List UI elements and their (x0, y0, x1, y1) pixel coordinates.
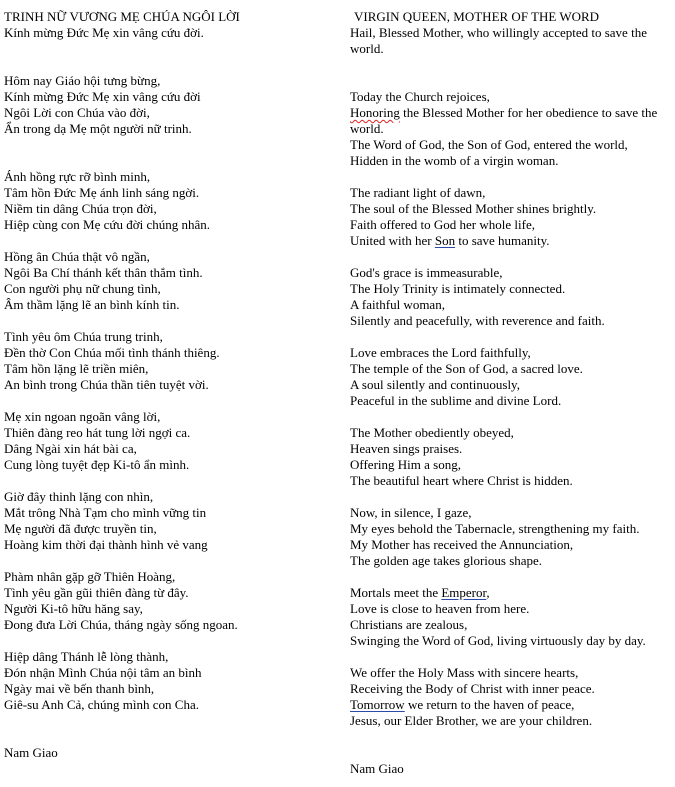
verse-line: Receiving the Body of Christ with inner peace. (350, 681, 595, 696)
verse-line (350, 585, 670, 601)
stanza-4 (4, 329, 334, 393)
verse-line: A faithful woman, (350, 297, 445, 312)
verse-line: Tình yêu gần gũi thiên đàng từ đây. (4, 585, 189, 600)
verse-line: Now, in silence, I gaze, (350, 505, 472, 520)
verse-line: Âm thầm lặng lẽ an bình kính tin. (4, 297, 180, 312)
stanza-6 (4, 489, 334, 553)
verse-line: Niềm tin dâng Chúa trọn đời, (4, 201, 157, 216)
stanza-7 (350, 585, 670, 649)
verse-line: Giê-su Anh Cả, chúng mình con Cha. (4, 697, 199, 712)
verse-line: Ngày mai về bến thanh bình, (4, 681, 155, 696)
verse-line-rest: the Blessed Mother for her obedience to save the world. (350, 105, 658, 136)
verse-line: My Mother has received the Annunciation, (350, 537, 574, 552)
stanza-8 (4, 649, 334, 713)
grammar-flag-word: Son (434, 233, 456, 248)
stanza-1 (4, 73, 334, 137)
verse-line: Tình yêu ôm Chúa trung trinh, (4, 329, 163, 344)
verse-line: Faith offered to God her whole life, (350, 217, 535, 232)
verse-line: The Word of God, the Son of God, entered the world, (350, 137, 628, 152)
verse-line-rest: , (486, 585, 490, 600)
grammar-flag-word: Emperor (441, 585, 487, 600)
stanza-1 (350, 89, 670, 169)
verse-line: Hidden in the womb of a virgin woman. (350, 153, 559, 168)
verse-line: The radiant light of dawn, (350, 185, 486, 200)
stanza-5 (350, 425, 670, 489)
stanza-5 (4, 409, 334, 473)
poem-intro: Hail, Blessed Mother, who willingly accepted to save the world. (350, 25, 647, 56)
verse-line: An bình trong Chúa thần tiên tuyệt vời. (4, 377, 209, 392)
spellcheck-word: Honoring (350, 105, 400, 120)
verse-line: The soul of the Blessed Mother shines brightly. (350, 201, 597, 216)
author-signature: Nam Giao (4, 745, 58, 760)
verse-line-rest: we return to the haven of peace, (404, 697, 575, 712)
verse-line: Kính mừng Đức Mẹ xin vâng cứu đời (4, 89, 201, 104)
verse-line: Tâm hồn Đức Mẹ ánh linh sáng ngời. (4, 185, 200, 200)
poem-title: TRINH NỮ VƯƠNG MẸ CHÚA NGÔI LỜI (4, 9, 240, 24)
verse-line: The Holy Trinity is intimately connected. (350, 281, 566, 296)
stanza-4 (350, 345, 670, 409)
english-poem (350, 9, 670, 777)
verse-line: Mắt trông Nhà Tạm cho mình vững tin (4, 505, 207, 520)
verse-line: Đong đưa Lời Chúa, tháng ngày sống ngoan. (4, 617, 238, 632)
stanza-7 (4, 569, 334, 633)
verse-line: Con người phụ nữ chung tình, (4, 281, 161, 296)
verse-line: Đón nhận Mình Chúa nội tâm an bình (4, 665, 202, 680)
verse-line: Hiệp dâng Thánh lễ lòng thành, (4, 649, 169, 664)
stanza-3 (4, 249, 334, 313)
stanza-2 (4, 169, 334, 233)
verse-line: The temple of the Son of God, a sacred love. (350, 361, 583, 376)
verse-line: Thiên đàng reo hát tung lời ngợi ca. (4, 425, 191, 440)
verse-line: Hoàng kim thời đại thành hình vẻ vang (4, 537, 208, 552)
verse-line: Hồng ân Chúa thật vô ngần, (4, 249, 150, 264)
verse-line: Christians are zealous, (350, 617, 468, 632)
verse-line: Love embraces the Lord faithfully, (350, 345, 531, 360)
verse-line: Hôm nay Giáo hội tưng bừng, (4, 73, 161, 88)
verse-line: Ánh hồng rực rỡ bình minh, (4, 169, 151, 184)
stanza-6 (350, 505, 670, 569)
verse-line: Love is close to heaven from here. (350, 601, 530, 616)
verse-line: Heaven sings praises. (350, 441, 463, 456)
verse-line: The Mother obediently obeyed, (350, 425, 514, 440)
stanza-3 (350, 265, 670, 329)
verse-line: Mẹ xin ngoan ngoãn vâng lời, (4, 409, 161, 424)
verse-line (350, 697, 670, 713)
verse-line-start: Mortals meet the (350, 585, 442, 600)
verse-line-start: United with her (350, 233, 435, 248)
verse-line: Ngôi Ba Chí thánh kết thân thắm tình. (4, 265, 203, 280)
verse-line: We offer the Holy Mass with sincere hearts, (350, 665, 579, 680)
verse-line: Cung lòng tuyệt đẹp Ki-tô ẩn mình. (4, 457, 190, 472)
poem-title: VIRGIN QUEEN, MOTHER OF THE WORD (354, 9, 600, 24)
verse-line: Dâng Ngài xin hát bài ca, (4, 441, 137, 456)
verse-line: Ẩn trong dạ Mẹ một người nữ trinh. (4, 121, 192, 136)
verse-line (350, 233, 670, 249)
verse-line: My eyes behold the Tabernacle, strengthening my faith. (350, 521, 640, 536)
verse-line (350, 105, 670, 137)
grammar-flag-word: Tomorrow (350, 697, 405, 712)
verse-line: Đền thờ Con Chúa mối tình thánh thiêng. (4, 345, 220, 360)
verse-line: Mẹ người đã được truyền tin, (4, 521, 157, 536)
verse-line: The beautiful heart where Christ is hidden. (350, 473, 573, 488)
verse-line: Giờ đây thinh lặng con nhìn, (4, 489, 154, 504)
verse-line: The golden age takes glorious shape. (350, 553, 543, 568)
stanza-2 (350, 185, 670, 249)
verse-line: Today the Church rejoices, (350, 89, 490, 104)
verse-line-rest: to save humanity. (455, 233, 550, 248)
author-signature: Nam Giao (350, 761, 404, 776)
verse-line: A soul silently and continuously, (350, 377, 520, 392)
verse-line: Swinging the Word of God, living virtuously day by day. (350, 633, 646, 648)
verse-line: Jesus, our Elder Brother, we are your children. (350, 713, 593, 728)
verse-line: Người Ki-tô hữu hăng say, (4, 601, 143, 616)
verse-line: Tâm hồn lặng lẽ triền miên, (4, 361, 149, 376)
verse-line: Silently and peacefully, with reverence and faith. (350, 313, 605, 328)
verse-line: Peaceful in the sublime and divine Lord. (350, 393, 562, 408)
verse-line: God's grace is immeasurable, (350, 265, 503, 280)
verse-line: Phàm nhân gặp gỡ Thiên Hoàng, (4, 569, 176, 584)
verse-line: Offering Him a song, (350, 457, 461, 472)
poem-intro: Kính mừng Đức Mẹ xin vâng cứu đời. (4, 25, 204, 40)
verse-line: Ngôi Lời con Chúa vào đời, (4, 105, 150, 120)
vietnamese-poem (4, 9, 334, 761)
stanza-8 (350, 665, 670, 729)
verse-line: Hiệp cùng con Mẹ cứu đời chúng nhân. (4, 217, 210, 232)
